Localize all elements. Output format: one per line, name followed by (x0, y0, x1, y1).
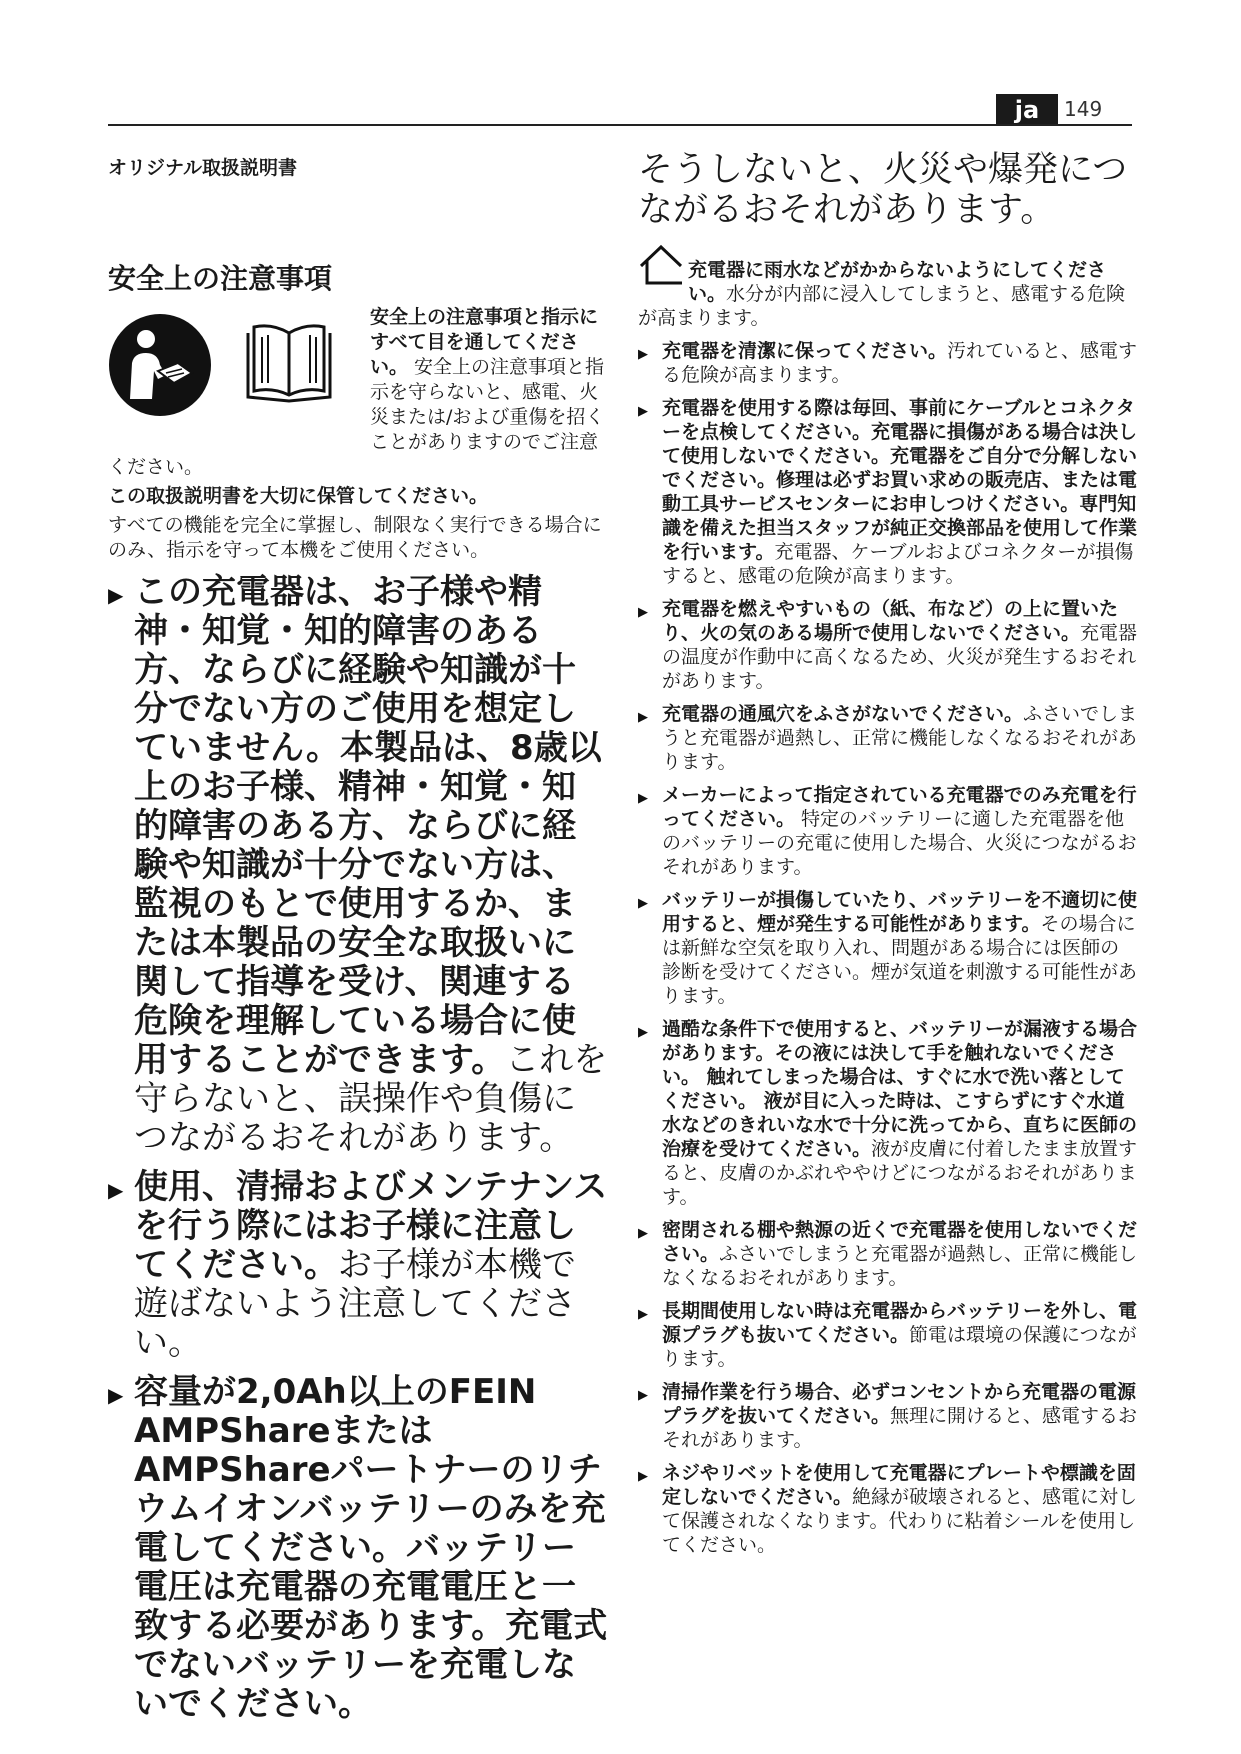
continuation-text: そうしないと、火災や爆発につながるおそれがあります。 (638, 150, 1128, 230)
intro-paragraph (108, 305, 608, 480)
charger-item-bold: 密閉される棚や熱源の近くで充電器を使用しないでください。 (662, 1219, 1138, 1265)
charger-item-text: 節電は環境の保護につながります。 (662, 1324, 1137, 1370)
safety-item-bold: 容量が2,0Ah以上のFEIN AMPShareまたはAMPShareパートナーのリチウムイオンバッテリーのみを充電してください。バッテリー電圧は充電器の充電電圧と一致する必要があります。充電式でないバッテリーを充電しないでください。 (134, 1372, 608, 1724)
bullet-triangle-icon: ▶ (638, 347, 648, 362)
bullet-triangle-icon: ▶ (638, 710, 648, 725)
charger-item-bold: 清掃作業を行う場合、必ずコンセントから充電器の電源プラグを抜いてください。 (662, 1381, 1137, 1427)
charger-item-bold: メーカーによって指定されている充電器でのみ充電を行ってください。 (662, 784, 1137, 830)
section-title: 安全上の注意事項 (108, 262, 333, 295)
charger-item-bold: 過酷な条件下で使用すると、バッテリーが漏液する場合があります。その液には決して手を触れないでください。 触れてしまった場合は、すぐに水で洗い落としてください。 液が目に入った時は、こすらずにすぐ水道水などのきれいな水で十分に洗ってから、直ちに医師の治療を受けてください。 (662, 1018, 1138, 1160)
charger-item-text: 液が皮膚に付着したまま放置すると、皮膚のかぶれややけどにつながるおそれがあります。 (662, 1138, 1138, 1208)
safety-item-3 (108, 1373, 608, 1724)
bullet-triangle-icon: ▶ (638, 1388, 648, 1403)
safety-item-text: お子様が本機で遊ばないよう注意してください。 (134, 1245, 576, 1363)
charger-item-3 (638, 597, 1138, 693)
language-badge: ja (996, 94, 1058, 126)
charger-item-5 (638, 783, 1138, 879)
safety-item-text: これを守らないと、誤操作や負傷につながるおそれがあります。 (134, 1040, 608, 1158)
charger-item-bold: 充電器を使用する際は毎回、事前にケーブルとコネクターを点検してください。充電器に損傷がある場合は決して使用しないでください。充電器をご自分で分解しないでください。修理は必ずお買い求めの販売店、または電動工具サービスセンターにお申しつけください。専門知識を備えた担当スタッフが純正交換部品を使用して作業を行います。 (662, 397, 1138, 563)
charger-item-11 (638, 1461, 1138, 1557)
bullet-triangle-icon: ▶ (638, 605, 648, 620)
bullet-triangle-icon: ▶ (638, 896, 648, 911)
charger-item-1 (638, 339, 1138, 387)
left-column (108, 150, 608, 1724)
usage-note: すべての機能を完全に掌握し、制限なく実行できる場合にのみ、指示を守って本機をご使用ください。 (108, 514, 602, 561)
charger-item-bold: 充電器を燃えやすいもの（紙、布など）の上に置いたり、火の気のある場所で使用しないでください。 (662, 598, 1119, 644)
header-rule (108, 124, 1132, 126)
charger-item-9 (638, 1299, 1138, 1371)
keep-manual-note: この取扱説明書を大切に保管してください。 (108, 485, 489, 507)
intro-bold-text: 安全上の注意事項と指示にすべて目を通してください。 (370, 306, 599, 378)
charger-item-8 (638, 1218, 1138, 1290)
bullet-triangle-icon: ▶ (638, 1025, 648, 1040)
charger-item-text: 無理に開けると、感電するおそれがあります。 (662, 1405, 1138, 1451)
charger-item-bold: バッテリーが損傷していたり、バッテリーを不適切に使用すると、煙が発生する可能性があります。 (662, 889, 1138, 935)
document-title: オリジナル取扱説明書 (108, 157, 298, 179)
charger-item-text: 充電器の温度が作動中に高くなるため、火災が発生するおそれがあります。 (662, 622, 1138, 692)
charger-item-text: 絶縁が破壊されると、感電に対して保護されなくなります。代わりに粘着シールを使用してください。 (662, 1486, 1138, 1556)
indoor-use-icon (638, 244, 684, 286)
charger-item-2 (638, 396, 1138, 588)
bullet-triangle-icon: ▶ (638, 1226, 648, 1241)
safety-item-bold: 使用、清掃およびメンテナンスを行う際にはお子様に注意してください。 (134, 1167, 608, 1285)
charger-item-text: ふさいでしまうと充電器が過熱し、正常に機能しなくなるおそれがあります。 (662, 1243, 1138, 1289)
open-book-icon (244, 321, 334, 405)
safety-item-bold: この充電器は、お子様や精神・知覚・知的障害のある方、ならびに経験や知識が十分でない方のご使用を想定していません。本製品は、8歳以上のお子様、精神・知覚・知的障害のある方、ならびに経験や知識が十分でない方は、監視のもとで使用するか、または本製品の安全な取扱いに関して指導を受け、関連する危険を理解している場合に使用することができます。 (134, 572, 602, 1080)
charger-item-text: 汚れていると、感電する危険が高まります。 (662, 340, 1138, 386)
charger-item-bold: ネジやリベットを使用して充電器にプレートや標識を固定しないでください。 (662, 1462, 1136, 1508)
intro-text: 安全上の注意事項と指示を守らないと、感電、火災または/および重傷を招くことがありますのでご注意ください。 (108, 356, 605, 478)
charger-item-text: その場合には新鮮な空気を取り入れ、問題がある場合には医師の診断を受けてください。煙が気道を刺激する可能性があります。 (662, 913, 1138, 1007)
safety-item-1 (108, 573, 608, 1158)
charger-item-7 (638, 1017, 1138, 1209)
charger-item-text: 充電器、ケーブルおよびコネクターが損傷すると、感電の危険が高まります。 (662, 541, 1134, 587)
bullet-triangle-icon: ▶ (638, 791, 648, 806)
safety-item-2 (108, 1168, 608, 1363)
read-manual-icon (108, 313, 212, 417)
charger-item-bold: 充電器を清潔に保ってください。 (662, 340, 948, 362)
rain-warning-bold: 充電器に雨水などがかからないようにしてください。 (688, 259, 1107, 305)
rain-warning (638, 258, 1138, 330)
charger-item-4 (638, 702, 1138, 774)
bullet-triangle-icon: ▶ (108, 1383, 124, 1407)
bullet-triangle-icon: ▶ (638, 404, 648, 419)
charger-item-text: ふさいでしまうと充電器が過熱し、正常に機能しなくなるおそれがあります。 (662, 703, 1138, 773)
bullet-triangle-icon: ▶ (638, 1307, 648, 1322)
charger-item-bold: 充電器の通風穴をふさがないでください。 (662, 703, 1024, 725)
bullet-triangle-icon: ▶ (638, 1469, 648, 1484)
charger-item-bold: 長期間使用しない時は充電器からバッテリーを外し、電源プラグも抜いてください。 (662, 1300, 1138, 1346)
charger-item-6 (638, 888, 1138, 1008)
charger-item-10 (638, 1380, 1138, 1452)
right-column (638, 150, 1138, 1557)
page-number: 149 (1064, 97, 1103, 121)
intro-icons (108, 305, 370, 435)
bullet-triangle-icon: ▶ (108, 583, 124, 607)
charger-item-text: 特定のバッテリーに適した充電器を他のバッテリーの充電に使用した場合、火災につながるおそれがあります。 (662, 808, 1137, 878)
rain-warning-text: 水分が内部に浸入してしまうと、感電する危険が高まります。 (638, 283, 1126, 329)
bullet-triangle-icon: ▶ (108, 1178, 124, 1202)
